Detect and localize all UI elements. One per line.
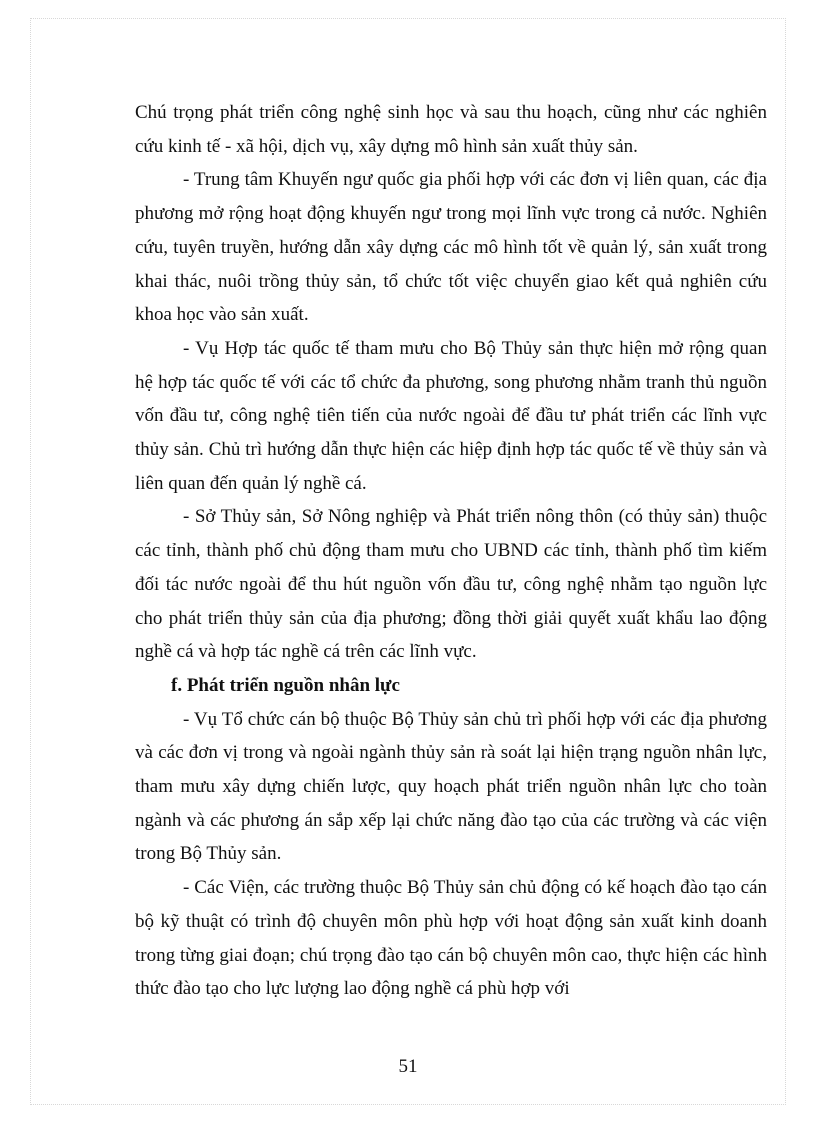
section-heading: f. Phát triển nguồn nhân lực [171,674,400,696]
paragraph-personnel-department: - Vụ Tổ chức cán bộ thuộc Bộ Thủy sản chủ trì phối hợp với các địa phương và các đơn vị trong và ngoài ngành thủy sản rà soát lại hiện trạng nguồn nhân lực, tham mưu xây dựng chiến lược, quy hoạch phát triển nguồn nhân lực cho toàn ngành và các phương án sắp xếp lại chức năng đào tạo của các trường và các viện trong Bộ Thủy sản. [135,708,767,865]
paragraph-provincial-departments: - Sở Thủy sản, Sở Nông nghiệp và Phát triển nông thôn (có thủy sản) thuộc các tỉnh, thành phố chủ động tham mưu cho UBND các tỉnh, thành phố tìm kiếm đối tác nước ngoài để thu hút nguồn vốn đầu tư, công nghệ nhằm tạo nguồn lực cho phát triển thủy sản của địa phương; đồng thời giải quyết xuất khẩu lao động nghề cá và hợp tác nghề cá trên các lĩnh vực. [135,506,767,663]
paragraph-extension-center: - Trung tâm Khuyến ngư quốc gia phối hợp với các đơn vị liên quan, các địa phương mở rộng hoạt động khuyến ngư trong mọi lĩnh vực trong cả nước. Nghiên cứu, tuyên truyền, hướng dẫn xây dựng các mô hình tốt về quản lý, sản xuất trong khai thác, nuôi trồng thủy sản, tổ chức tốt việc chuyển giao kết quả nghiên cứu khoa học vào sản xuất. [135,169,767,326]
paragraph-international-cooperation: - Vụ Hợp tác quốc tế tham mưu cho Bộ Thủy sản thực hiện mở rộng quan hệ hợp tác quốc tế với các tổ chức đa phương, song phương nhằm tranh thủ nguồn vốn đầu tư, công nghệ tiên tiến của nước ngoài để đầu tư phát triển các lĩnh vực thủy sản. Chủ trì hướng dẫn thực hiện các hiệp định hợp tác quốc tế về thủy sản và liên quan đến quản lý nghề cá. [135,337,767,494]
paragraph-continuation: Chú trọng phát triển công nghệ sinh học và sau thu hoạch, cũng như các nghiên cứu kinh tế - xã hội, dịch vụ, xây dựng mô hình sản xuất thủy sản. [135,102,767,157]
page-number: 51 [398,1056,418,1077]
paragraph-institutes-schools: - Các Viện, các trường thuộc Bộ Thủy sản chủ động có kế hoạch đào tạo cán bộ kỹ thuật có trình độ chuyên môn phù hợp với hoạt động sản xuất kinh doanh trong từng giai đoạn; chú trọng đào tạo cán bộ chuyên môn cao, thực hiện các hình thức đào tạo cho lực lượng lao động nghề cá phù hợp với [135,877,767,1000]
document-body [135,96,767,1006]
